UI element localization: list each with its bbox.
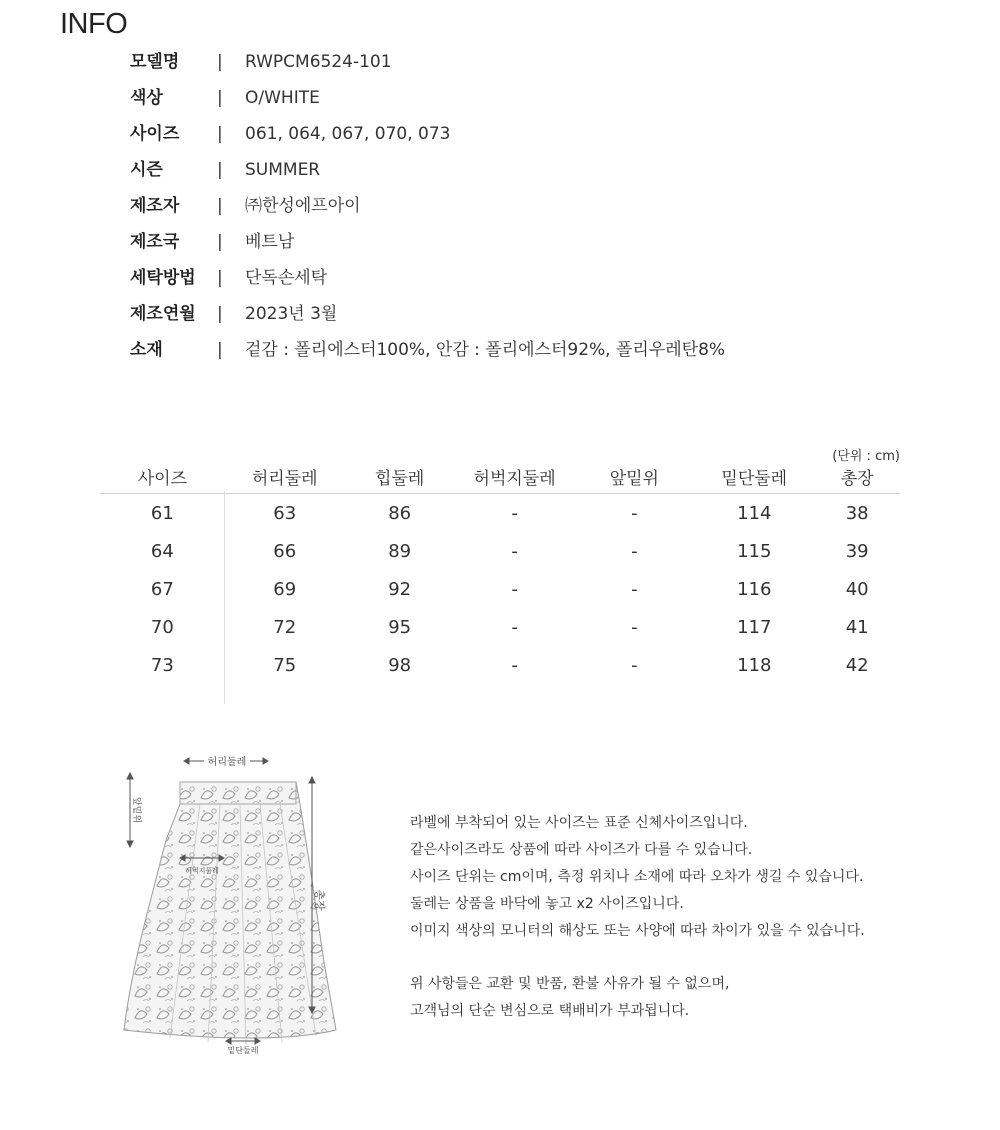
- info-value: 단독손세탁: [245, 268, 328, 288]
- info-value: SUMMER: [245, 160, 321, 180]
- table-cell: -: [511, 578, 518, 600]
- hem-label: 밑단둘레: [227, 1046, 259, 1055]
- waist-label: 허리둘레: [207, 757, 247, 768]
- info-label: 시즌: [130, 160, 163, 180]
- table-cell: 95: [388, 616, 412, 638]
- info-value: 겉감 : 폴리에스터100%, 안감 : 폴리에스터92%, 폴리우레탄8%: [245, 340, 726, 360]
- table-cell: 61: [150, 502, 174, 524]
- info-label: 모델명: [130, 52, 180, 72]
- column-header: 밑단둘레: [694, 459, 814, 494]
- rise-label: 앞밑위: [131, 796, 141, 824]
- hip-label: 허벅지둘레: [185, 867, 219, 875]
- unit-note: (단위 : cm): [832, 449, 900, 464]
- info-label: 소재: [130, 340, 163, 360]
- info-value: 베트남: [245, 232, 295, 252]
- skirt-illustration: [110, 740, 350, 1070]
- info-separator: |: [217, 124, 223, 144]
- skirt-waistband: [180, 782, 296, 804]
- table-cell: 69: [273, 578, 297, 600]
- length-label: 총장: [313, 889, 326, 911]
- table-header-row: [100, 459, 900, 494]
- info-label: 제조연월: [130, 304, 196, 324]
- table-cell: 41: [845, 616, 869, 638]
- column-header: 앞밑위: [574, 459, 694, 494]
- info-separator: |: [217, 340, 223, 360]
- info-separator: |: [217, 52, 223, 72]
- table-cell: 116: [737, 578, 772, 600]
- note-line: 라벨에 부착되어 있는 사이즈는 표준 신체사이즈입니다.: [410, 815, 748, 831]
- hem-arrow-right: [255, 1038, 260, 1044]
- table-cell: -: [631, 578, 638, 600]
- table-cell: -: [631, 654, 638, 676]
- info-title: INFO: [60, 8, 128, 40]
- table-cell: 72: [273, 616, 297, 638]
- info-label: 사이즈: [130, 124, 180, 144]
- table-cell: -: [631, 540, 638, 562]
- table-cell: 66: [273, 540, 297, 562]
- table-cell: 92: [388, 578, 412, 600]
- note-line: 사이즈 단위는 cm이며, 측정 위치나 소재에 따라 오차가 생길 수 있습니다.: [410, 869, 864, 885]
- table-cell: -: [511, 616, 518, 638]
- size-notes: [410, 810, 865, 1025]
- column-header: 힙둘레: [345, 459, 455, 494]
- table-cell: -: [631, 616, 638, 638]
- note-line: 위 사항들은 교환 및 반품, 환불 사유가 될 수 없으며,: [410, 976, 730, 992]
- info-label: 제조자: [130, 196, 180, 216]
- size-table: [100, 459, 900, 684]
- column-header: 총장: [814, 459, 900, 494]
- info-separator: |: [217, 304, 223, 324]
- info-separator: |: [217, 196, 223, 216]
- note-gap: [410, 945, 865, 971]
- table-row: [100, 570, 900, 608]
- rise-arrow-top: [127, 773, 133, 779]
- table-cell: 115: [737, 540, 772, 562]
- info-value: O/WHITE: [245, 88, 320, 108]
- table-cell: 98: [388, 654, 412, 676]
- info-value: 061, 064, 067, 070, 073: [245, 124, 451, 144]
- waist-arrow-left-head: [184, 758, 189, 764]
- info-label: 세탁방법: [130, 268, 196, 288]
- info-value: 2023년 3월: [245, 304, 338, 324]
- skirt-shape: [124, 782, 336, 1038]
- note-line: 이미지 색상의 모니터의 해상도 또는 사양에 따라 차이가 있을 수 있습니다.: [410, 923, 865, 939]
- table-cell: -: [511, 540, 518, 562]
- table-row: [100, 608, 900, 646]
- table-cell: 75: [273, 654, 297, 676]
- table-divider: [224, 491, 225, 704]
- rise-arrow-bottom: [127, 841, 133, 847]
- note-line: 둘레는 상품을 바닥에 놓고 x2 사이즈입니다.: [410, 896, 684, 912]
- info-separator: |: [217, 88, 223, 108]
- table-cell: 114: [737, 502, 772, 524]
- length-arrow-top: [309, 777, 315, 783]
- info-value: ㈜한성에프아이: [245, 196, 361, 216]
- table-cell: 70: [150, 616, 174, 638]
- table-cell: 40: [845, 578, 869, 600]
- note-line: 같은사이즈라도 상품에 따라 사이즈가 다를 수 있습니다.: [410, 842, 753, 858]
- table-cell: 118: [737, 654, 772, 676]
- table-cell: 38: [845, 502, 869, 524]
- table-cell: 86: [388, 502, 412, 524]
- info-separator: |: [217, 232, 223, 252]
- column-header: 사이즈: [100, 459, 225, 494]
- table-row: [100, 532, 900, 570]
- table-cell: 89: [388, 540, 412, 562]
- table-cell: 42: [845, 654, 869, 676]
- waist-arrow-right-head: [263, 758, 268, 764]
- table-cell: 117: [737, 616, 772, 638]
- hem-arrow-left: [226, 1038, 231, 1044]
- column-header: 허리둘레: [225, 459, 345, 494]
- note-line: 고객님의 단순 변심으로 택배비가 부과됩니다.: [410, 1003, 690, 1019]
- table-cell: -: [511, 654, 518, 676]
- table-cell: 64: [150, 540, 174, 562]
- skirt-diagram: [110, 740, 350, 1070]
- info-value: RWPCM6524-101: [245, 52, 392, 72]
- table-cell: 63: [273, 502, 297, 524]
- info-label: 제조국: [130, 232, 180, 252]
- table-cell: 39: [845, 540, 869, 562]
- table-cell: 67: [150, 578, 174, 600]
- table-cell: -: [511, 502, 518, 524]
- info-separator: |: [217, 160, 223, 180]
- info-label: 색상: [130, 88, 163, 108]
- table-cell: 73: [150, 654, 174, 676]
- table-row: [100, 646, 900, 684]
- info-separator: |: [217, 268, 223, 288]
- column-header: 허벅지둘레: [455, 459, 575, 494]
- table-row: [100, 494, 900, 533]
- table-cell: -: [631, 502, 638, 524]
